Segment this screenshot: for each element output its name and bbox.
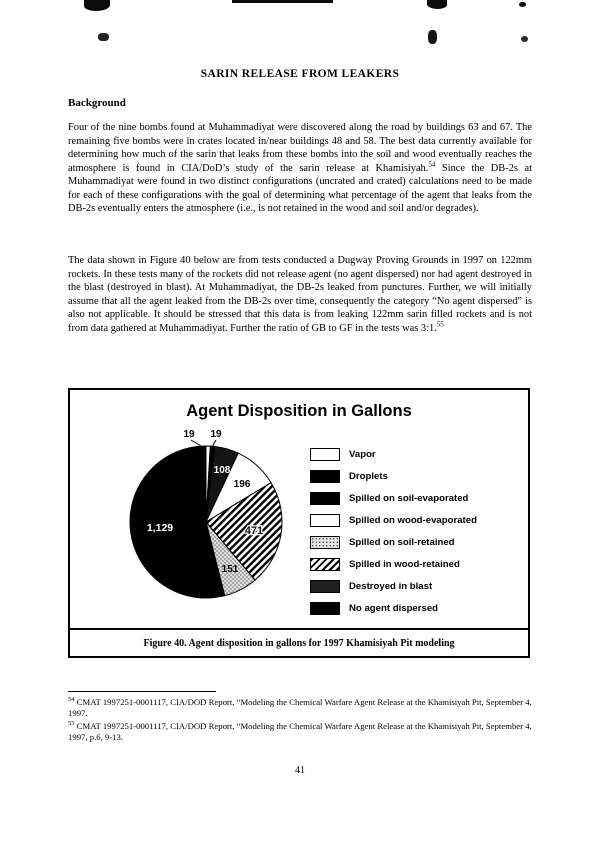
footnote-number: 55 bbox=[68, 719, 75, 727]
legend-item bbox=[310, 580, 477, 593]
legend-item bbox=[310, 448, 477, 461]
footnote-ref-54: 54 bbox=[428, 160, 436, 169]
legend-item bbox=[310, 470, 477, 483]
legend-swatch-no-agent-dispersed bbox=[310, 602, 340, 615]
legend-swatch-droplets bbox=[310, 470, 340, 483]
paragraph-1-text-cont: Since the DB-2s at Muhammadiyat were found in two distinct configurations (uncrated and crated) calculations need to be made for each of these configurations with the goal of determining what percentage of the agent that leaks from the DB-2s eventually enters the atmosphere (i.e., is not retained in the wood and soil and/or degrades). bbox=[68, 162, 532, 214]
legend-label: Spilled in wood-retained bbox=[349, 559, 460, 570]
pie-chart bbox=[86, 416, 326, 619]
legend-label: Droplets bbox=[349, 471, 388, 482]
pie-chart-svg bbox=[86, 416, 326, 614]
legend-label: Vapor bbox=[349, 449, 376, 460]
scan-artifact bbox=[521, 36, 528, 42]
scan-artifact bbox=[427, 0, 447, 9]
legend-label: Spilled on soil-retained bbox=[349, 537, 455, 548]
scan-artifact bbox=[232, 0, 333, 3]
chart-legend bbox=[310, 448, 477, 624]
legend-label: Spilled on wood-evaporated bbox=[349, 515, 477, 526]
legend-swatch-soil-retained bbox=[310, 536, 340, 549]
figure-caption: Figure 40. Agent disposition in gallons for 1997 Khamisiyah Pit modeling bbox=[143, 637, 455, 649]
scan-artifact bbox=[98, 33, 109, 41]
footnote-divider bbox=[68, 691, 216, 692]
footnote-text: CMAT 1997251-0001117, CIA/DOD Report, “Modeling the Chemical Warfare Agent Release at the Khamisiyah Pit, September 4, 1997, p.6, 9-13. bbox=[68, 720, 532, 742]
footnote-ref-55: 55 bbox=[436, 320, 444, 329]
legend-item bbox=[310, 492, 477, 505]
footnotes bbox=[68, 697, 532, 744]
scan-artifact bbox=[428, 30, 437, 44]
slice-label: 471 bbox=[244, 525, 264, 537]
legend-item bbox=[310, 514, 477, 527]
legend-swatch-soil-evaporated bbox=[310, 492, 340, 505]
legend-label: No agent dispersed bbox=[349, 603, 439, 614]
legend-swatch-wood-evaporated bbox=[310, 514, 340, 527]
legend-label: Spilled on soil-evaporated bbox=[349, 493, 469, 504]
legend-item bbox=[310, 558, 477, 571]
slice-label: 19 bbox=[183, 429, 195, 440]
footnote-text: CMAT 1997251-0001117, CIA/DOD Report, “Modeling the Chemical Warfare Agent Release at the Khamisiyah Pit, September 4, 1997. bbox=[68, 697, 532, 719]
legend-label: Destroyed in blast bbox=[349, 581, 433, 592]
legend-swatch-destroyed-in-blast bbox=[310, 580, 340, 593]
figure-caption-bar bbox=[70, 628, 528, 656]
figure-title: Agent Disposition in Gallons bbox=[186, 402, 412, 420]
doc-title: SARIN RELEASE FROM LEAKERS bbox=[200, 68, 400, 80]
slice-label: 1,129 bbox=[146, 522, 174, 534]
slice-label: 151 bbox=[221, 564, 239, 575]
page-number: 41 bbox=[295, 765, 305, 776]
figure-frame bbox=[68, 388, 530, 658]
legend-item bbox=[310, 602, 477, 615]
footnote-54 bbox=[68, 697, 532, 720]
slice-label: 196 bbox=[233, 479, 251, 490]
footnote-number: 54 bbox=[68, 696, 75, 704]
legend-swatch-vapor bbox=[310, 448, 340, 461]
paragraph-2 bbox=[68, 254, 532, 335]
paragraph-1 bbox=[68, 121, 532, 216]
slice-label: 19 bbox=[210, 429, 222, 440]
scan-artifact bbox=[519, 2, 526, 7]
paragraph-1-text: Four of the nine bombs found at Muhammadiyat were discovered along the road by buildings 63 and 67. The remaining five bombs were in crates located in/near buildings 48 and 58. The best data currently available for determining how much of the sarin that leaks from these bombs into the soil and wood eventually reaches the atmosphere is found in CIA/DoD’s study of the sarin release at Khamisiyah. bbox=[68, 122, 532, 174]
slice-label: 108 bbox=[213, 465, 231, 476]
section-heading: Background bbox=[68, 97, 126, 109]
footnote-55 bbox=[68, 721, 532, 744]
scan-artifact bbox=[84, 0, 110, 11]
legend-swatch-wood-retained bbox=[310, 558, 340, 571]
paragraph-2-text: The data shown in Figure 40 below are from tests conducted a Dugway Proving Grounds in 1997 on 122mm rockets. In these tests many of the rockets did not release agent (no agent dispersed) nor had agent destroyed in the blast (destroyed in blast). At Muhammadiyat, the DB-2s leaked from punctures. Further, we will initially assume that all the agent leaked from the DB-2s over time, consequently the category “No agent dispersed” is also not applicable. It should be stressed that this data is from leaking 122mm sarin filled rockets and is not from data gathered at Muhammadiyat. Further the ratio of GB to GF in the tests was 3:1. bbox=[68, 255, 532, 334]
legend-item bbox=[310, 536, 477, 549]
